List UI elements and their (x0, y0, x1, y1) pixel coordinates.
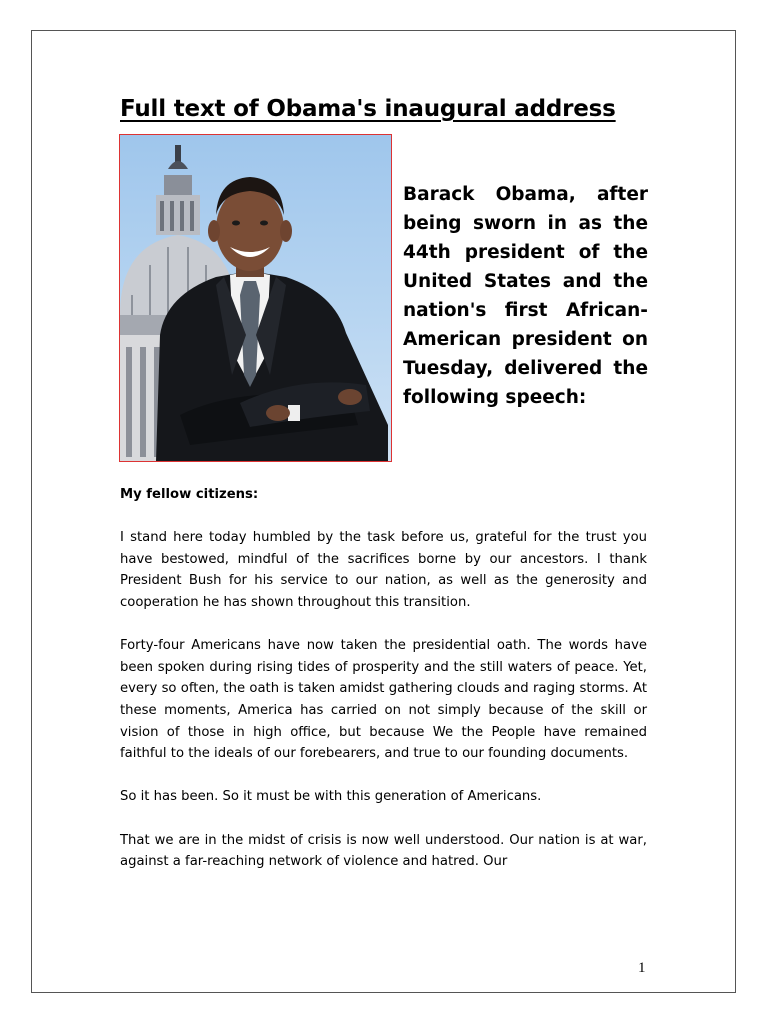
page-number: 1 (638, 960, 646, 976)
speech-paragraph: So it has been. So it must be with this generation of Americans. (120, 789, 542, 805)
portrait-photo (119, 134, 392, 462)
lead-paragraph: Barack Obama, after being sworn in as the 44th president of the United States and the nation's first African-American president on Tuesday, delivered the following speech: (403, 184, 648, 408)
salutation: My fellow citizens: (120, 487, 259, 502)
speech-paragraph: Forty-four Americans have now taken the presidential oath. The words have been spoken during rising tides of prosperity and the still waters of peace. Yet, every so often, the oath is taken amidst gathering clouds and raging storms. At these moments, America has carried on not simply because of the skill or vision of those in high office, but because We the People have remained faithful to the ideals of our forebearers, and true to our founding documents. (120, 638, 647, 762)
speech-paragraph: That we are in the midst of crisis is now well understood. Our nation is at war, against a far-reaching network of violence and hatred. Our (120, 832, 647, 870)
speech-body (120, 484, 647, 894)
document-title: Full text of Obama's inaugural address (120, 96, 616, 122)
speech-paragraph: I stand here today humbled by the task before us, grateful for the trust you have bestowed, mindful of the sacrifices borne by our ancestors. I thank President Bush for his service to our nation, as well as the generosity and cooperation he has shown throughout this transition. (120, 530, 647, 610)
